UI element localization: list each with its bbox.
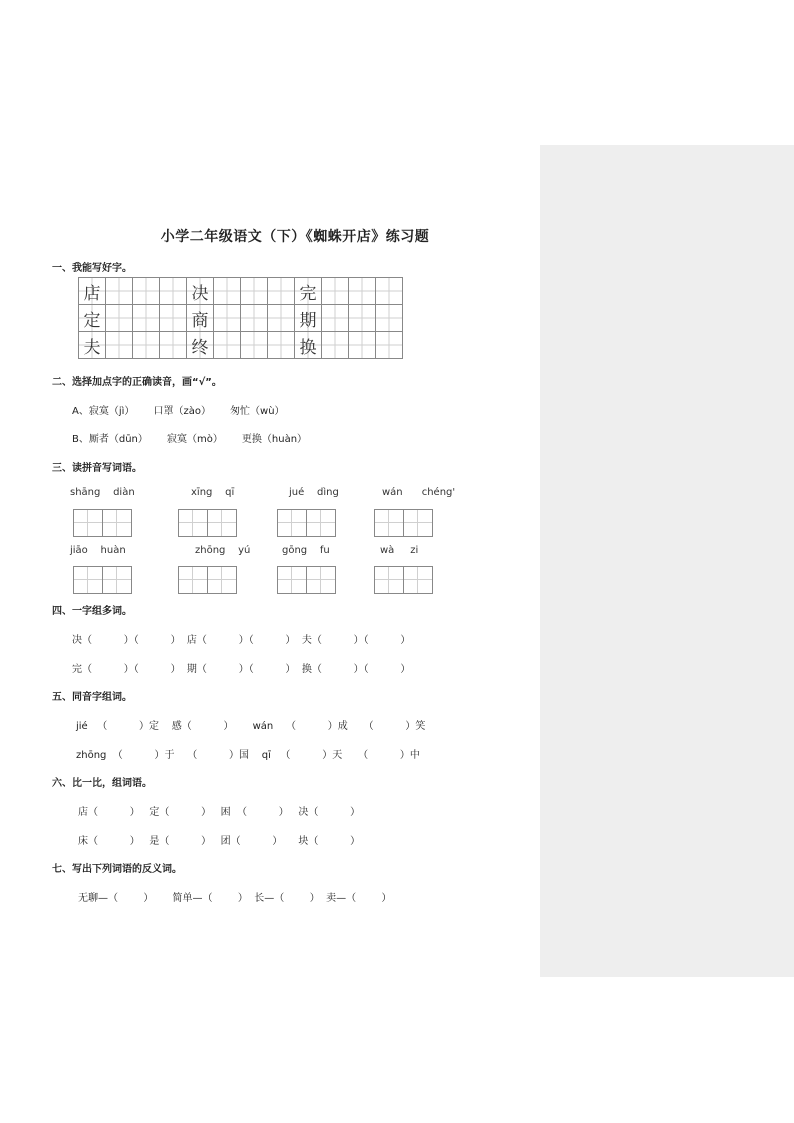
grid-row [79,278,403,305]
writing-cell[interactable] [214,278,241,305]
answer-boxes[interactable] [73,566,131,594]
pronunciation-line-a: A、寂寞（jì） 口罩（zào） 匆忙（wù） [72,406,285,417]
writing-cell[interactable] [322,278,349,305]
word-group-line-1: 决（ ）（ ） 店（ ）（ ） 夫（ ）（ ） [72,635,411,646]
section-4-heading: 四、一字组多词。 [52,606,132,617]
model-character-cell: 期 [295,305,322,332]
compare-line-2: 床（ ） 是（ ） 团（ ） 块（ ） [78,836,361,847]
pronunciation-line-b: B、厮者（dūn） 寂寞（mò） 更换（huàn） [72,434,308,445]
pinyin-label: jiāo huàn [70,545,126,556]
writing-cell[interactable] [268,278,295,305]
writing-cell[interactable] [268,332,295,359]
writing-cell[interactable] [268,305,295,332]
section-5-heading: 五、同音字组词。 [52,692,132,703]
compare-line-1: 店（ ） 定（ ） 困 （ ） 决（ ） [78,807,361,818]
pinyin-label: wà zi [380,545,419,556]
writing-cell[interactable] [349,332,376,359]
model-character-cell: 商 [187,305,214,332]
writing-cell[interactable] [322,332,349,359]
pinyin-label: wán chéng' [382,487,456,498]
model-character-cell: 换 [295,332,322,359]
page-title: 小学二年级语文（下）《蜘蛛开店》练习题 [160,229,430,245]
writing-cell[interactable] [106,305,133,332]
writing-cell[interactable] [133,332,160,359]
section-6-heading: 六、比一比，组词语。 [52,778,152,789]
writing-cell[interactable] [214,305,241,332]
section-1-heading: 一、我能写好字。 [52,263,132,274]
word-group-line-2: 完（ ）（ ） 期（ ）（ ） 换（ ）（ ） [72,664,411,675]
answer-boxes[interactable] [374,509,432,537]
writing-cell[interactable] [376,305,403,332]
homophone-line-2: zhōng （ ）于 （ ）国 qī （ ）天 （ ）中 [76,750,420,761]
writing-cell[interactable] [160,305,187,332]
section-3-heading: 三、读拼音写词语。 [52,463,142,474]
answer-boxes[interactable] [277,566,335,594]
homophone-line-1: jié （ ）定 感（ ） wán （ ）成 （ ）笑 [76,721,426,732]
writing-cell[interactable] [160,278,187,305]
writing-cell[interactable] [322,305,349,332]
antonym-line: 无聊—（ ） 简单—（ ） 长—（ ） 卖—（ ） [78,893,392,904]
writing-grid [78,277,403,359]
writing-cell[interactable] [241,278,268,305]
writing-cell[interactable] [106,278,133,305]
answer-boxes[interactable] [374,566,432,594]
answer-boxes[interactable] [73,509,131,537]
pinyin-label: gōng fu [282,545,330,556]
writing-cell[interactable] [160,332,187,359]
pinyin-label: zhōng yú [195,545,251,556]
writing-cell[interactable] [106,332,133,359]
grid-row [79,305,403,332]
writing-cell[interactable] [349,278,376,305]
writing-cell[interactable] [349,305,376,332]
answer-boxes[interactable] [277,509,335,537]
section-7-heading: 七、写出下列词语的反义词。 [52,864,182,875]
model-character-cell: 终 [187,332,214,359]
writing-cell[interactable] [376,332,403,359]
writing-cell[interactable] [214,332,241,359]
writing-cell[interactable] [133,278,160,305]
model-character-cell: 店 [79,278,106,305]
pinyin-label: jué dìng [289,487,339,498]
writing-cell[interactable] [376,278,403,305]
model-character-cell: 决 [187,278,214,305]
comment-sidebar [540,145,794,977]
pinyin-label: xīng qī [191,487,235,498]
model-character-cell: 夫 [79,332,106,359]
writing-cell[interactable] [133,305,160,332]
model-character-cell: 完 [295,278,322,305]
grid-row [79,332,403,359]
answer-boxes[interactable] [178,566,236,594]
pinyin-label: shāng diàn [70,487,135,498]
answer-boxes[interactable] [178,509,236,537]
writing-cell[interactable] [241,332,268,359]
section-2-heading: 二、选择加点字的正确读音，画“√”。 [52,377,222,388]
writing-cell[interactable] [241,305,268,332]
model-character-cell: 定 [79,305,106,332]
